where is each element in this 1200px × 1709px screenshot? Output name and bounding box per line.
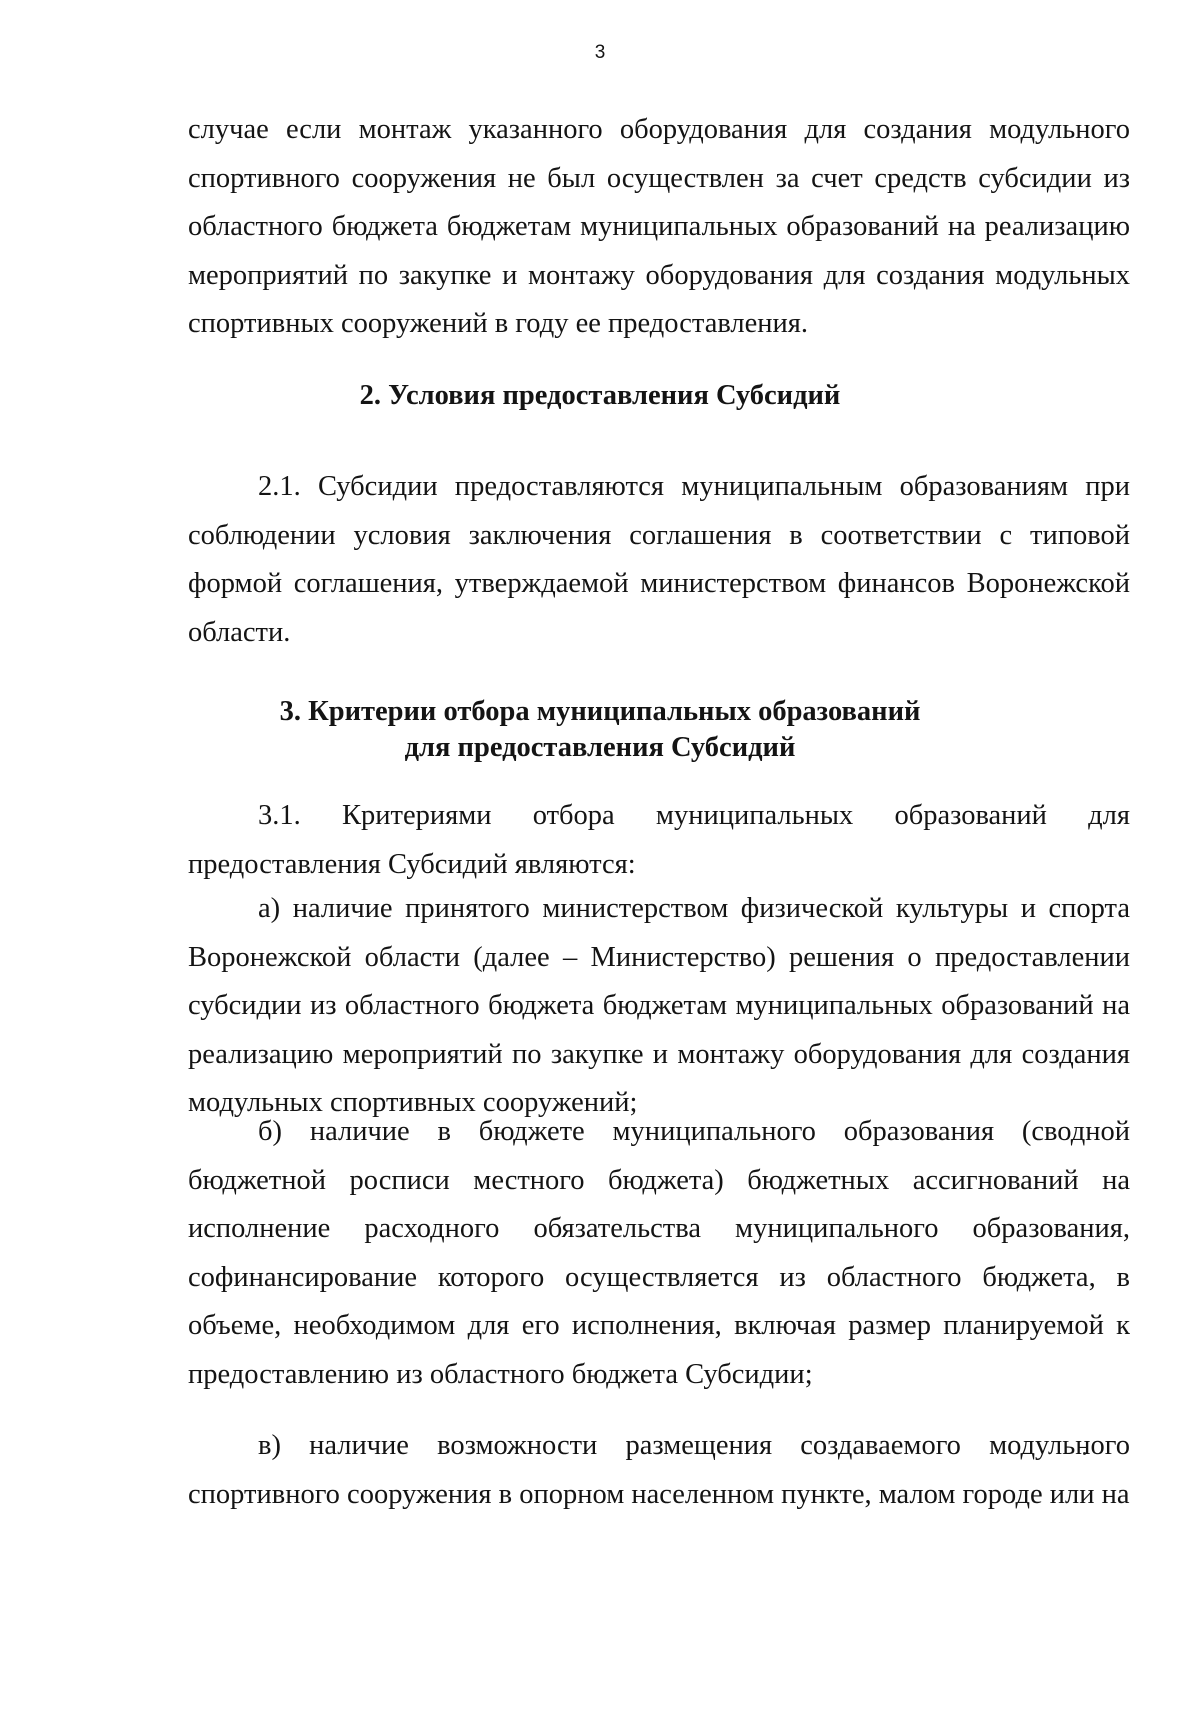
criterion-item-c: в) наличие возможности размещения создаваемого модульного спортивного сооружения в опорном населенном пункте, малом городе или на [188, 1430, 1130, 1510]
continuation-paragraph: случае если монтаж указанного оборудования для создания модульного спортивного сооружения не был осуществлен за счет средств субсидии из областного бюджета бюджетам муниципальных образований на реализацию мероприятий по закупке и монтажу оборудования для создания модульных спортивных сооружений в году ее предоставления. [188, 114, 1130, 339]
section-3-heading-line-2: для предоставления Субсидий [404, 732, 796, 763]
page-number: 3 [594, 42, 606, 63]
section-2-heading [0, 378, 1200, 414]
section-3-heading [0, 694, 1200, 766]
paragraph-3-1: 3.1. Критериями отбора муниципальных образований для предоставления Субсидий являются: [188, 800, 1130, 880]
section-3-heading-line-1: 3. Критерии отбора муниципальных образований [279, 696, 921, 727]
section-2-heading-text: 2. Условия предоставления Субсидий [359, 380, 841, 411]
criterion-item-b: б) наличие в бюджете муниципального образования (сводной бюджетной росписи местного бюджета) бюджетных ассигнований на исполнение расходного обязательства муниципального образования, софинансирование которого осуществляется из областного бюджета, в объеме, необходимом для его исполнения, включая размер планируемой к предоставлению из областного бюджета Субсидии; [188, 1116, 1130, 1390]
paragraph-2-1: 2.1. Субсидии предоставляются муниципальным образованиям при соблюдении условия заключения соглашения в соответствии с типовой формой соглашения, утверждаемой министерством финансов Воронежской области. [188, 471, 1130, 648]
criterion-item-a: а) наличие принятого министерством физической культуры и спорта Воронежской области (далее – Министерство) решения о предоставлении субсидии из областного бюджета бюджетам муниципальных образований на реализацию мероприятий по закупке и монтажу оборудования для создания модульных спортивных сооружений; [188, 893, 1130, 1118]
